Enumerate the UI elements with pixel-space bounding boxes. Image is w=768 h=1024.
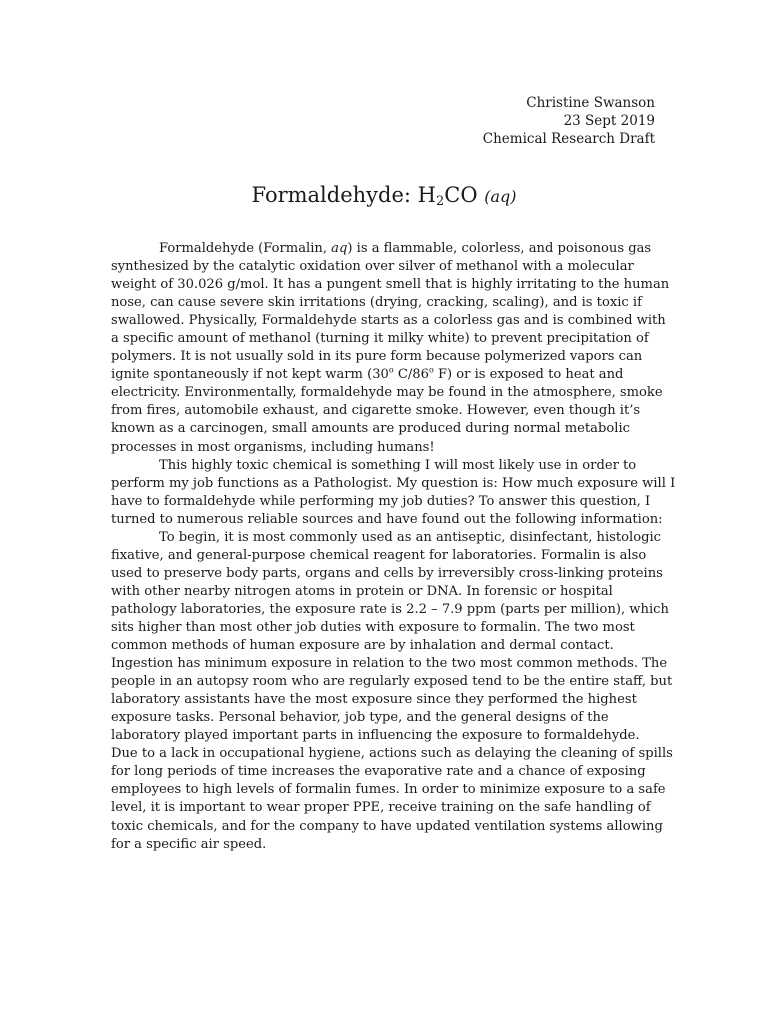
text-line: sits higher than most other job duties with exposure to formalin. The two most xyxy=(111,619,635,635)
text-line: Ingestion has minimum exposure in relation to the two most common methods. The xyxy=(111,656,668,672)
text-line: employees to high levels of formalin fumes. In order to minimize exposure to a safe xyxy=(111,782,666,798)
title-text-before: Formaldehyde: H xyxy=(251,183,436,207)
paragraph-findings xyxy=(111,529,673,854)
title-subscript: 2 xyxy=(435,194,445,209)
text-line: laboratory played important parts in influencing the exposure to formaldehyde. xyxy=(111,728,640,744)
text-segment: ignite spontaneously if not kept warm (30 xyxy=(111,367,389,383)
text-line: weight of 30.026 g/mol. It has a pungent smell that is highly irritating to the human xyxy=(111,277,670,293)
text-line: To begin, it is most commonly used as an antiseptic, disinfectant, histologic xyxy=(159,529,662,545)
text-line: pathology laboratories, the exposure rate is 2.2 – 7.9 ppm (parts per million), which xyxy=(111,601,669,617)
document-date: 23 Sept 2019 xyxy=(563,113,655,129)
text-line: used to preserve body parts, organs and cells by irreversibly cross-linking proteins xyxy=(111,565,663,581)
text-line: level, it is important to wear proper PPE, receive training on the safe handling of xyxy=(111,800,651,816)
text-line: known as a carcinogen, small amounts are produced during normal metabolic xyxy=(111,421,630,437)
text-line: laboratory assistants have the most exposure since they performed the highest xyxy=(111,692,637,708)
text-line: swallowed. Physically, Formaldehyde starts as a colorless gas and is combined with xyxy=(111,313,666,329)
text-line xyxy=(111,240,659,258)
text-line: have to formaldehyde while performing my job duties? To answer this question, I xyxy=(111,493,651,509)
text-segment: Formaldehyde (Formalin, xyxy=(159,241,332,256)
degree-sign: o xyxy=(388,365,394,375)
text-line: turned to numerous reliable sources and have found out the following information: xyxy=(111,511,663,527)
text-line: exposure tasks. Personal behavior, job type, and the general designs of the xyxy=(111,710,609,726)
text-line: a specific amount of methanol (turning it milky white) to prevent precipitation of xyxy=(111,331,649,347)
document-body xyxy=(111,240,676,854)
author-name: Christine Swanson xyxy=(526,95,655,111)
text-line: polymers. It is not usually sold in its pure form because polymerized vapors can xyxy=(111,349,643,365)
text-line: people in an autopsy room who are regularly exposed tend to be the entire staff, but xyxy=(111,674,673,690)
text-line: from fires, automobile exhaust, and cigarette smoke. However, even though it’s xyxy=(111,403,641,419)
text-line: processes in most organisms, including humans! xyxy=(111,439,435,455)
degree-sign: o xyxy=(428,365,434,375)
text-line: Due to a lack in occupational hygiene, actions such as delaying the cleaning of spills xyxy=(111,746,673,762)
text-line: nose, can cause severe skin irritations (drying, cracking, scaling), and is toxic if xyxy=(111,295,642,311)
title-state: (aq) xyxy=(484,187,517,206)
paragraph-question xyxy=(111,457,676,529)
text-line: fixative, and general-purpose chemical reagent for laboratories. Formalin is also xyxy=(111,547,647,563)
text-line: This highly toxic chemical is something I will most likely use in order to xyxy=(159,457,637,473)
text-segment: F) or is exposed to heat and xyxy=(433,367,624,383)
text-line: for long periods of time increases the evaporative rate and a chance of exposing xyxy=(111,764,646,780)
text-line: perform my job functions as a Pathologist. My question is: How much exposure will I xyxy=(111,475,676,491)
paragraph-intro xyxy=(111,240,670,457)
title-text-after: CO xyxy=(444,183,485,207)
document-title xyxy=(0,181,768,213)
text-line: with other nearby nitrogen atoms in protein or DNA. In forensic or hospital xyxy=(111,583,613,599)
text-segment: C/86 xyxy=(393,367,429,383)
text-segment: ) is a flammable, colorless, and poisonous gas xyxy=(347,241,652,256)
text-line: for a specific air speed. xyxy=(111,836,267,852)
document-subtitle: Chemical Research Draft xyxy=(482,131,655,147)
text-line xyxy=(111,366,659,384)
italic-text: aq xyxy=(331,241,348,256)
header-block xyxy=(483,94,655,148)
text-line: toxic chemicals, and for the company to have updated ventilation systems allowing xyxy=(111,818,663,834)
text-line: electricity. Environmentally, formaldehyde may be found in the atmosphere, smoke xyxy=(111,385,663,401)
text-line: common methods of human exposure are by inhalation and dermal contact. xyxy=(111,638,614,654)
text-line: synthesized by the catalytic oxidation over silver of methanol with a molecular xyxy=(111,259,634,275)
